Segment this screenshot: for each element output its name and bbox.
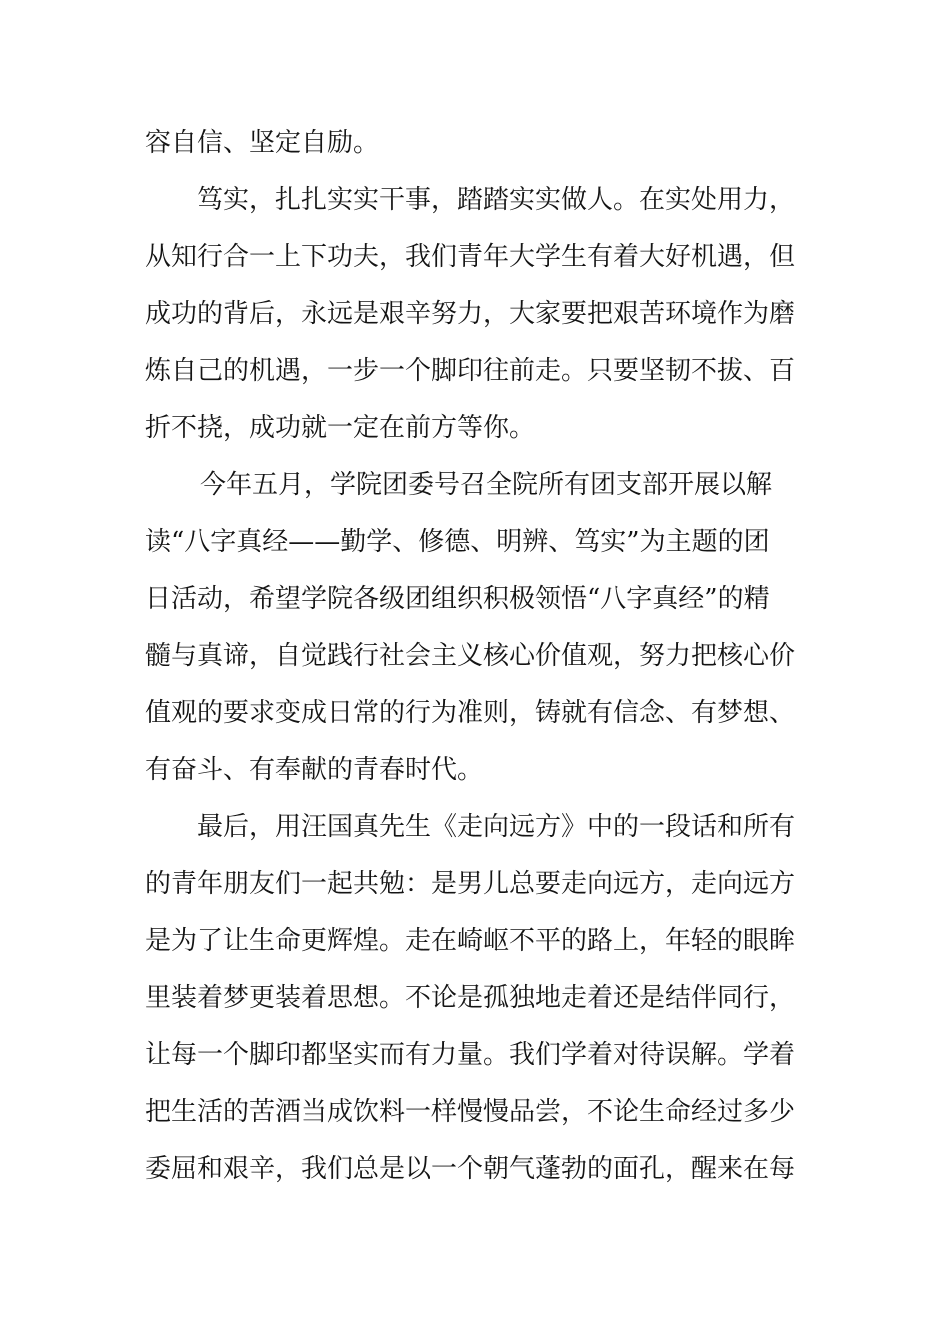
- text-line: 把生活的苦酒当成饮料一样慢慢品尝，不论生命经过多少: [145, 1097, 796, 1127]
- text-line: 炼自己的机遇，一步一个脚印往前走。只要坚韧不拔、百: [145, 356, 796, 386]
- text-line: 是为了让生命更辉煌。走在崎岖不平的路上，年轻的眼眸: [145, 926, 796, 956]
- text-line: 委屈和艰辛，我们总是以一个朝气蓬勃的面孔，醒来在每: [145, 1154, 796, 1184]
- text-line: 容自信、坚定自励。: [145, 128, 380, 158]
- text-line: 最后，用汪国真先生《走向远方》中的一段话和所有: [197, 812, 796, 842]
- text-line: 成功的背后，永远是艰辛努力，大家要把艰苦环境作为磨: [145, 299, 796, 329]
- text-line: 笃实，扎扎实实干事，踏踏实实做人。在实处用力，: [197, 185, 796, 215]
- text-line: 今年五月，学院团委号召全院所有团支部开展以解: [200, 470, 773, 500]
- text-line: 的青年朋友们一起共勉：是男儿总要走向远方，走向远方: [145, 869, 796, 899]
- text-line: 日活动，希望学院各级团组织积极领悟“八字真经”的精: [145, 584, 770, 614]
- text-line: 读“八字真经——勤学、修德、明辨、笃实”为主题的团: [145, 527, 770, 557]
- text-line: 里装着梦更装着思想。不论是孤独地走着还是结伴同行，: [145, 983, 796, 1013]
- text-line: 折不挠，成功就一定在前方等你。: [145, 413, 536, 443]
- text-line: 让每一个脚印都坚实而有力量。我们学着对待误解。学着: [145, 1040, 796, 1070]
- text-line: 从知行合一上下功夫，我们青年大学生有着大好机遇，但: [145, 242, 796, 272]
- text-line: 髓与真谛，自觉践行社会主义核心价值观，努力把核心价: [145, 641, 796, 671]
- text-line: 有奋斗、有奉献的青春时代。: [145, 755, 484, 785]
- text-line: 值观的要求变成日常的行为准则，铸就有信念、有梦想、: [145, 698, 796, 728]
